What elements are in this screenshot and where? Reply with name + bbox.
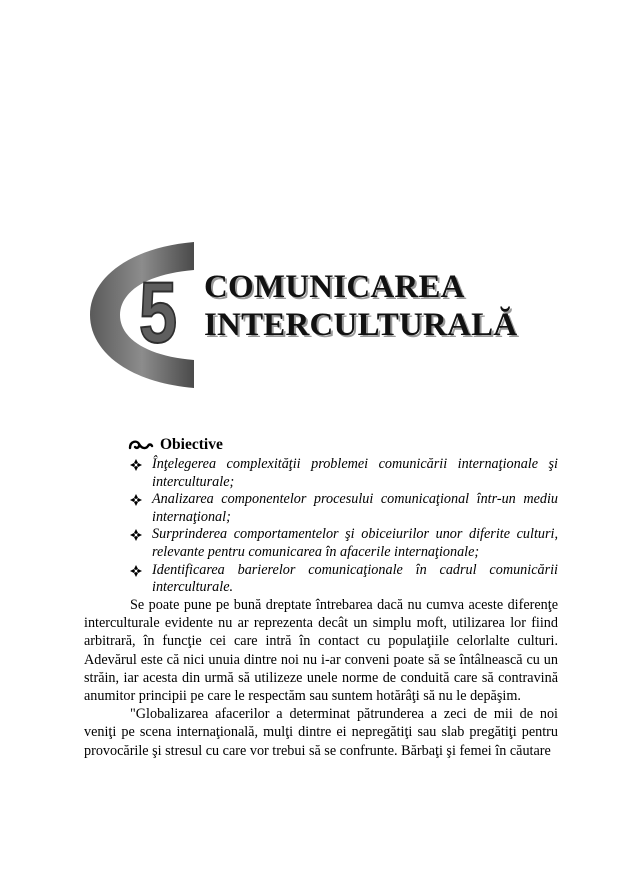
chapter-number: 5 (138, 264, 178, 361)
chapter-number-emblem (86, 240, 196, 390)
objective-item (128, 526, 558, 561)
objective-item (128, 491, 558, 526)
objective-item (128, 456, 558, 491)
objective-text: Surprinderea comportamentelor şi obiceiurilor unor diferite culturi, relevante pentru comunicarea în afacerile internaţionale; (152, 526, 558, 560)
objective-text: Identificarea barierelor comunicaţionale în cadrul comunicării interculturale. (152, 561, 558, 596)
objectives-heading (128, 434, 558, 456)
body-text (84, 596, 558, 760)
chapter-title-line1: COMUNICAREA (204, 269, 465, 305)
diamond-bullet-icon (130, 459, 142, 471)
flourish-icon (128, 438, 154, 452)
objectives-section (128, 434, 558, 597)
body-paragraph: "Globalizarea afacerilor a determinat pătrunderea a zeci de mii de noi veniţi pe scena internaţională, mulţi dintre ei nepregătiţi sau slab pregătiţi pentru provocările şi stresul cu care vor trebui să se confrunte. Bărbaţi şi femei în căutare (84, 706, 558, 759)
objective-text: Analizarea componentelor procesului comunicaţional într-un mediu internaţional; (152, 491, 558, 525)
objectives-list (128, 456, 558, 597)
body-paragraph: Se poate pune pe bună dreptate întrebarea dacă nu cumva aceste diferenţe interculturale evidente nu ar reprezenta decât un simplu moft, utilizarea lor fiind arbitrară, în funcţie cei care intră în contact cu populaţiile celorlalte culturi. Adevărul este că nici unuia dintre noi nu i-ar conveni poate să se întâlnească cu un străin, iar acesta din urmă să utilizeze unele norme de conduită care să contravină anumitor principii pe care le respectăm sau suntem hotărâţi să nu le depăşim. (84, 597, 558, 705)
diamond-bullet-icon (130, 565, 142, 577)
diamond-bullet-icon (130, 529, 142, 541)
diamond-bullet-icon (130, 494, 142, 506)
chapter-title-line2: INTERCULTURALĂ (204, 307, 518, 343)
chapter-title (204, 268, 517, 344)
objective-text: Înţelegerea complexităţii problemei comunicării internaţionale şi interculturale; (152, 456, 558, 490)
objectives-heading-label: Obiective (160, 436, 223, 453)
objective-item (128, 562, 558, 597)
